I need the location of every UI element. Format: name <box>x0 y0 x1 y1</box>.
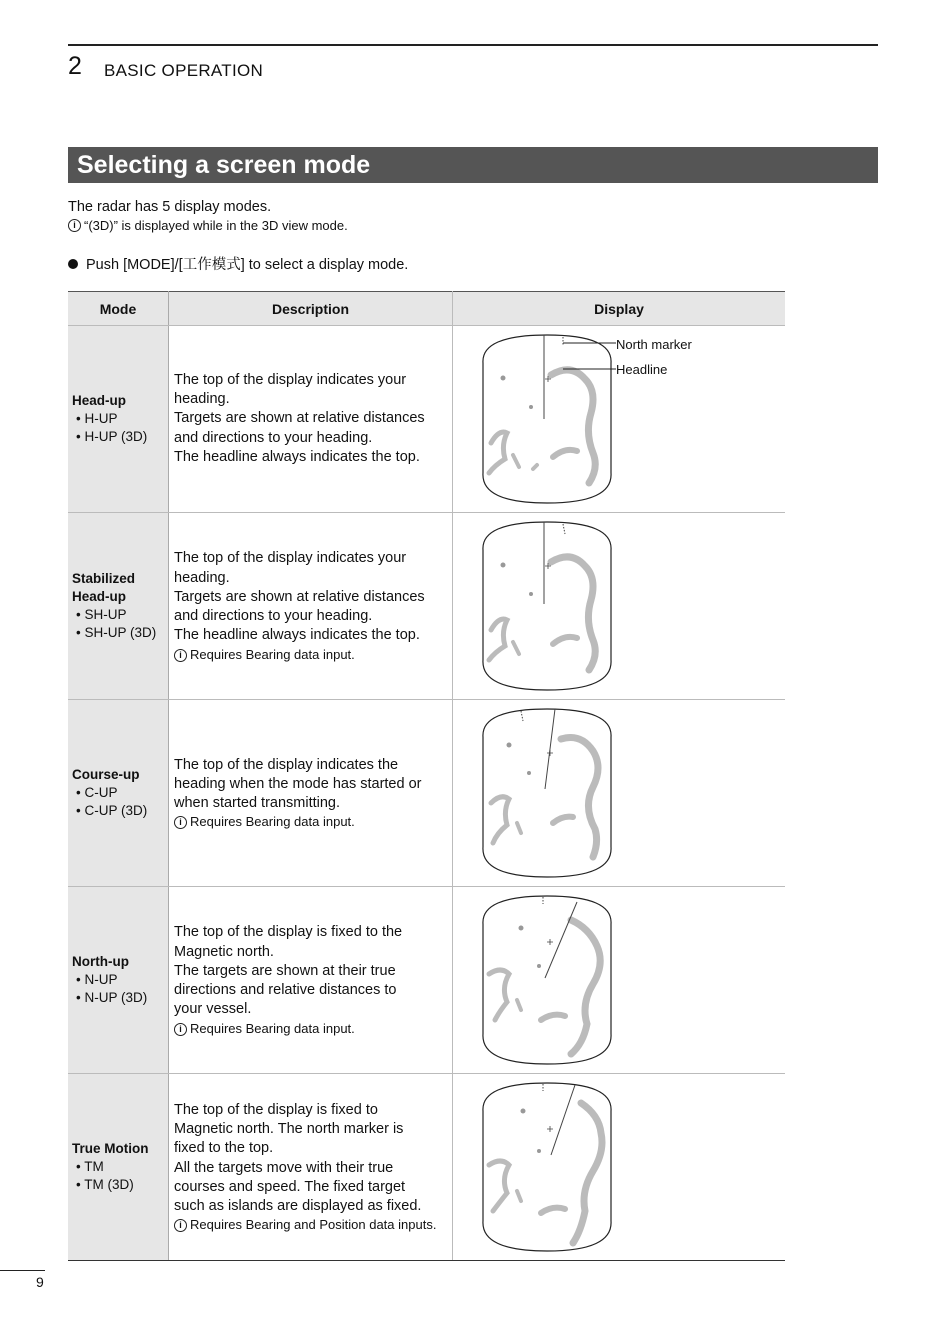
mode-item: • SH-UP <box>72 606 168 624</box>
mode-item: • SH-UP (3D) <box>72 624 168 642</box>
desc-note <box>174 646 452 663</box>
desc-line: Magnetic north. The north marker is <box>174 1121 404 1138</box>
desc-line: The top of the display is fixed to the <box>174 924 403 941</box>
info-icon: i <box>174 1023 187 1036</box>
callout-lines <box>563 338 623 378</box>
desc-line: Magnetic north. <box>174 943 274 960</box>
header-display: Display <box>453 292 786 326</box>
radar-display-north-up <box>481 894 613 1066</box>
mode-name: Course-up <box>72 767 140 782</box>
mode-name: Head-up <box>72 393 126 408</box>
radar-display-stabilized-head-up <box>481 520 613 692</box>
mode-cell <box>68 570 168 642</box>
desc-line: heading. <box>174 391 230 408</box>
info-icon: i <box>68 219 81 232</box>
description-cell <box>169 923 452 1036</box>
desc-line: All the targets move with their true <box>174 1159 394 1176</box>
note-text: Requires Bearing and Position data inputs. <box>190 1217 437 1233</box>
description-cell <box>169 371 452 467</box>
mode-item: • H-UP (3D) <box>72 428 168 446</box>
header-rule <box>68 44 878 46</box>
table-row <box>68 1074 785 1261</box>
description-cell <box>169 549 452 662</box>
desc-line: fixed to the top. <box>174 1140 274 1157</box>
bullet-icon <box>68 259 78 269</box>
desc-line: The headline always indicates the top. <box>174 448 420 465</box>
mode-item: • H-UP <box>72 410 168 428</box>
mode-item: • C-UP <box>72 784 168 802</box>
desc-line: courses and speed. The fixed target <box>174 1178 406 1195</box>
mode-item: • TM <box>72 1158 168 1176</box>
mode-cell <box>68 1140 168 1194</box>
mode-item: • N-UP <box>72 971 168 989</box>
desc-line: and directions to your heading. <box>174 608 373 625</box>
mode-name: True Motion <box>72 1141 149 1156</box>
mode-cell <box>68 766 168 820</box>
mode-name: Stabilized <box>72 571 136 586</box>
desc-line: heading when the mode has started or <box>174 775 422 792</box>
mode-item: • TM (3D) <box>72 1176 168 1194</box>
mode-item: • C-UP (3D) <box>72 802 168 820</box>
desc-line: and directions to your heading. <box>174 429 373 446</box>
header-description: Description <box>169 292 453 326</box>
north-marker-label: North marker <box>616 337 692 352</box>
info-icon: i <box>174 649 187 662</box>
desc-line: The top of the display is fixed to <box>174 1101 378 1118</box>
desc-line: directions and relative distances to <box>174 982 397 999</box>
table-row <box>68 513 785 700</box>
desc-line: The top of the display indicates your <box>174 371 407 388</box>
note-text: Requires Bearing data input. <box>190 1020 355 1036</box>
mode-cell <box>68 392 168 446</box>
footer-rule <box>0 1270 45 1271</box>
mode-table <box>68 291 785 1261</box>
instruction <box>68 253 408 274</box>
chapter-number: 2 <box>68 52 82 80</box>
intro-note-text: “(3D)” is displayed while in the 3D view mode. <box>84 218 348 233</box>
desc-line: The top of the display indicates your <box>174 550 407 567</box>
desc-line: when started transmitting. <box>174 795 341 812</box>
intro-note <box>68 218 348 233</box>
table-header-row <box>68 292 785 326</box>
desc-line: Targets are shown at relative distances <box>174 588 425 605</box>
header-mode: Mode <box>68 292 169 326</box>
desc-note <box>174 1216 452 1233</box>
info-icon: i <box>174 1219 187 1232</box>
chapter-title: BASIC OPERATION <box>104 61 264 80</box>
desc-line: your vessel. <box>174 1001 252 1018</box>
description-cell <box>169 756 452 831</box>
desc-line: The headline always indicates the top. <box>174 627 420 644</box>
description-cell <box>169 1101 452 1233</box>
desc-line: heading. <box>174 569 230 586</box>
info-icon: i <box>174 816 187 829</box>
intro-text: The radar has 5 display modes. <box>68 199 272 215</box>
page-number: 9 <box>36 1274 44 1290</box>
desc-line: Targets are shown at relative distances <box>174 410 425 427</box>
table-row <box>68 887 785 1074</box>
radar-display-true-motion <box>481 1081 613 1253</box>
desc-note <box>174 813 452 830</box>
desc-line: such as islands are displayed as fixed. <box>174 1197 422 1214</box>
mode-item: • N-UP (3D) <box>72 989 168 1007</box>
mode-cell <box>68 953 168 1007</box>
desc-note <box>174 1020 452 1037</box>
headline-label: Headline <box>616 362 668 377</box>
table-row <box>68 326 785 513</box>
mode-name: North-up <box>72 954 129 969</box>
note-text: Requires Bearing data input. <box>190 814 355 830</box>
radar-display-course-up <box>481 707 613 879</box>
table-row <box>68 700 785 887</box>
desc-line: The targets are shown at their true <box>174 962 396 979</box>
desc-line: The top of the display indicates the <box>174 756 399 773</box>
section-title: Selecting a screen mode <box>68 147 878 183</box>
instruction-text: Push [MODE]/[工作模式] to select a display mode. <box>86 257 409 273</box>
mode-name-cont: Head-up <box>72 589 126 604</box>
note-text: Requires Bearing data input. <box>190 646 355 662</box>
